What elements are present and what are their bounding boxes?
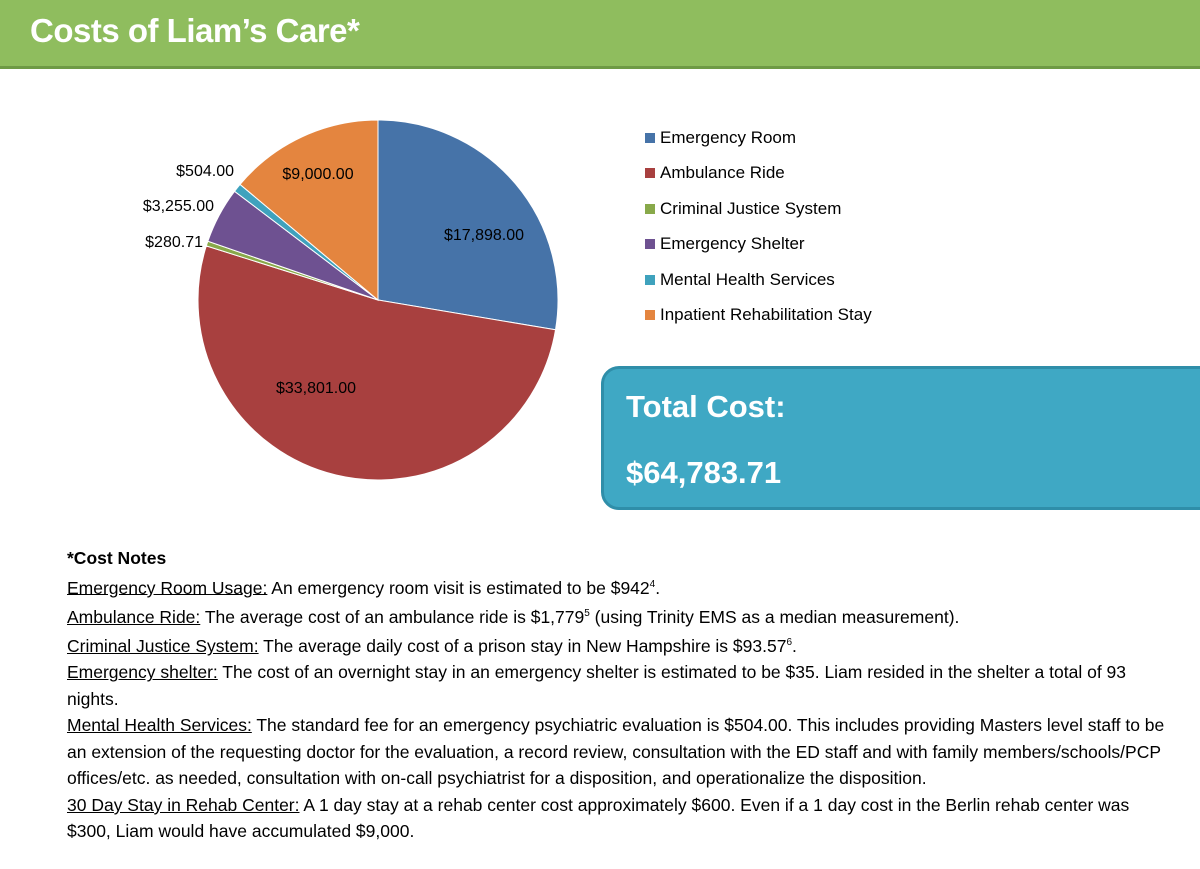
pie-slice-emergency-room <box>378 120 558 330</box>
slice-label-criminal-justice-system: $280.71 <box>145 234 203 251</box>
slice-label-mental-health-services: $504.00 <box>176 163 234 180</box>
total-cost-box <box>601 366 1200 510</box>
cost-note-term: 30 Day Stay in Rehab Center: <box>67 794 300 815</box>
cost-note: Emergency shelter: The cost of an overnight stay in an emergency shelter is estimated to be $35. Liam resided in the shelter a total of 93 nights. <box>67 662 1127 709</box>
cost-note-term: Criminal Justice System: <box>67 635 259 656</box>
slice-label-emergency-room: $17,898.00 <box>443 227 525 244</box>
cost-note: 30 Day Stay in Rehab Center: A 1 day stay at a rehab center cost approximately $600. Even if a 1 day cost in the Berlin rehab center was $300, Liam would have accumulated $9,000. <box>67 794 1130 842</box>
legend-label: Inpatient Rehabilitation Stay <box>660 305 872 325</box>
legend-label: Emergency Room <box>660 127 797 147</box>
pie-chart <box>0 0 640 520</box>
legend-swatch <box>645 168 655 178</box>
legend-swatch <box>645 239 655 249</box>
footnote-marker: 5 <box>584 607 590 619</box>
cost-note: Criminal Justice System: The average daily cost of a prison stay in New Hampshire is $93.57$^6$. <box>67 635 797 656</box>
legend-label: Criminal Justice System <box>660 198 842 218</box>
legend-item-ambulance-ride <box>645 156 872 192</box>
legend-item-mental-health-services <box>645 262 872 298</box>
cost-note-term: Emergency Room Usage: <box>67 577 268 598</box>
cost-notes <box>67 545 1167 845</box>
slice-label-inpatient-rehabilitation-stay: $9,000.00 <box>282 166 354 183</box>
cost-note: Ambulance Ride: The average cost of an ambulance ride is $1,779$^5$ (using Trinity EMS as a median measurement). <box>67 606 960 627</box>
cost-notes-title: *Cost Notes <box>67 548 167 568</box>
legend-swatch <box>645 133 655 143</box>
legend-swatch <box>645 275 655 285</box>
cost-note-term: Mental Health Services: <box>67 715 252 736</box>
legend-item-criminal-justice-system <box>645 191 872 227</box>
cost-note: Emergency Room Usage: An emergency room visit is estimated to be $\$942^4$. <box>67 577 661 598</box>
page-title: Costs of Liam’s Care* <box>30 12 360 49</box>
legend-swatch <box>645 204 655 214</box>
legend-label: Ambulance Ride <box>660 163 785 183</box>
footnote-marker: 4 <box>649 578 656 590</box>
cost-notes-list <box>67 572 1167 845</box>
legend-item-emergency-shelter <box>645 227 872 263</box>
slice-label-emergency-shelter: $3,255.00 <box>142 198 214 215</box>
total-cost-label: Total Cost: <box>626 389 786 424</box>
total-cost-value: $64,783.71 <box>626 455 782 490</box>
slice-label-ambulance-ride: $33,801.00 <box>275 380 357 397</box>
legend-swatch <box>645 310 655 320</box>
cost-note-term: Ambulance Ride: <box>67 606 201 627</box>
legend-label: Emergency Shelter <box>660 234 805 254</box>
legend-label: Mental Health Services <box>660 269 835 289</box>
footnote-marker: 6 <box>786 637 793 649</box>
cost-note: Mental Health Services: The standard fee for an emergency psychiatric evaluation is $504.00. This includes providing Masters level staff to be an extension of the requesting doctor for the evaluation, a record review, consultation with the ED staff and with family members/schools/PCP offices/etc. as needed, consultation with on-call psychiatrist for a disposition, and operationalize the disposition. <box>67 715 1165 789</box>
legend-item-emergency-room <box>645 120 872 156</box>
legend-item-inpatient-rehabilitation-stay <box>645 298 872 334</box>
chart-legend <box>645 120 872 333</box>
cost-note-term: Emergency shelter: <box>67 662 218 683</box>
